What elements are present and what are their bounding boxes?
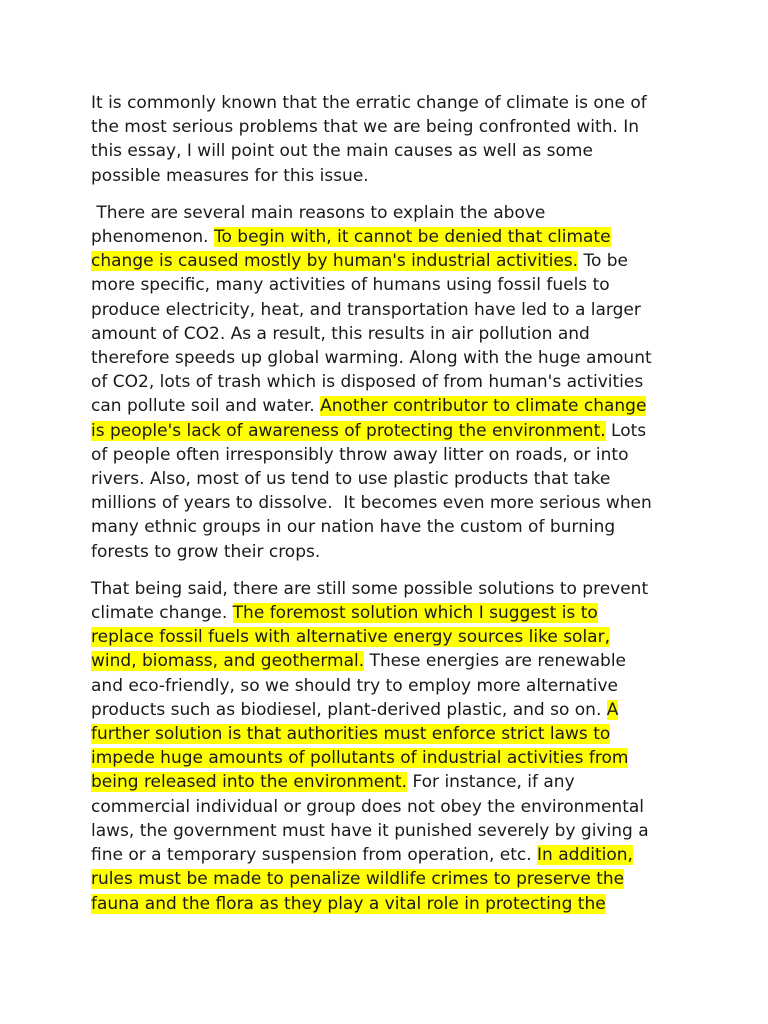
highlighted-text: replace fossil fuels with alternative energy sources like solar, [91,627,610,648]
text-line [91,698,691,722]
text-line [91,394,691,418]
text-segment: produce electricity, heat, and transportation have led to a larger [91,299,641,320]
text-line [91,722,691,746]
text-line [91,625,691,649]
text-segment: Lots [605,420,647,441]
highlighted-text: To begin with, it cannot be denied that climate [213,227,611,248]
text-line [91,201,691,225]
text-segment: the most serious problems that we are being confronted with. In [91,117,640,138]
text-segment: products such as biodiesel, plant-derived plastic, and so on. [91,699,607,720]
text-segment: phenomenon. [91,227,214,248]
highlighted-text: Another contributor to climate change [320,396,647,417]
text-segment: For instance, if any [407,772,575,793]
text-segment: laws, the government must have it punished severely by giving a [91,820,649,841]
essay-body [91,91,691,929]
text-line [91,577,691,601]
text-segment: therefore speeds up global warming. Along with the huge amount [91,348,652,369]
text-line [91,419,691,443]
text-line [91,540,691,564]
highlighted-text: change is caused mostly by human's industrial activities. [91,251,579,272]
text-segment: climate change. [91,603,233,624]
text-segment: forests to grow their crops. [91,541,321,562]
highlighted-text: further solution is that authorities must enforce strict laws to [91,724,611,745]
text-line [91,91,691,115]
highlighted-text: The foremost solution which I suggest is to [232,603,598,624]
text-segment: commercial individual or group does not obey the environmental [91,796,645,817]
text-line [91,491,691,515]
text-line [91,443,691,467]
text-line [91,467,691,491]
highlighted-text: In addition, [537,845,633,866]
text-line [91,139,691,163]
highlighted-text: impede huge amounts of pollutants of industrial activities from [91,748,629,769]
text-line [91,843,691,867]
text-segment: amount of CO2. As a result, this results in air pollution and [91,323,590,344]
text-segment: many ethnic groups in our nation have the custom of burning [91,517,616,538]
highlighted-text: A [606,699,619,720]
text-line [91,225,691,249]
essay-paragraph [91,91,691,188]
text-segment: millions of years to dissolve. It becomes even more serious when [91,493,652,514]
text-segment: To be [578,251,629,272]
text-line [91,795,691,819]
text-line [91,746,691,770]
highlighted-text: is people's lack of awareness of protecting the environment. [91,420,606,441]
text-line [91,249,691,273]
text-segment: of people often irresponsibly throw away litter on roads, or into [91,444,629,465]
text-segment: There are several main reasons to explain the above [91,202,546,223]
text-segment: possible measures for this issue. [91,165,369,186]
text-line [91,370,691,394]
text-segment: That being said, there are still some possible solutions to prevent [91,578,649,599]
text-line [91,867,691,891]
text-line [91,115,691,139]
essay-paragraph [91,201,691,564]
text-line [91,322,691,346]
text-line [91,515,691,539]
essay-paragraph [91,577,691,916]
text-segment: can pollute soil and water. [91,396,321,417]
text-segment: rivers. Also, most of us tend to use plastic products that take [91,469,611,490]
highlighted-text: wind, biomass, and geothermal. [91,651,365,672]
text-line [91,674,691,698]
text-segment: more specific, many activities of humans using fossil fuels to [91,275,610,296]
text-line [91,819,691,843]
highlighted-text: rules must be made to penalize wildlife crimes to preserve the [91,869,625,890]
text-segment: this essay, I will point out the main causes as well as some [91,141,593,162]
text-line [91,892,691,916]
text-segment: of CO2, lots of trash which is disposed of from human's activities [91,372,644,393]
text-line [91,601,691,625]
text-line [91,649,691,673]
text-segment: and eco-friendly, so we should try to employ more alternative [91,675,618,696]
highlighted-text: being released into the environment. [91,772,408,793]
text-line [91,164,691,188]
text-line [91,273,691,297]
text-segment: These energies are renewable [364,651,627,672]
text-segment: It is commonly known that the erratic change of climate is one of [91,93,647,113]
text-line [91,298,691,322]
highlighted-text: fauna and the flora as they play a vital role in protecting the [91,893,606,914]
text-line [91,770,691,794]
text-line [91,346,691,370]
text-segment: fine or a temporary suspension from operation, etc. [91,845,538,866]
